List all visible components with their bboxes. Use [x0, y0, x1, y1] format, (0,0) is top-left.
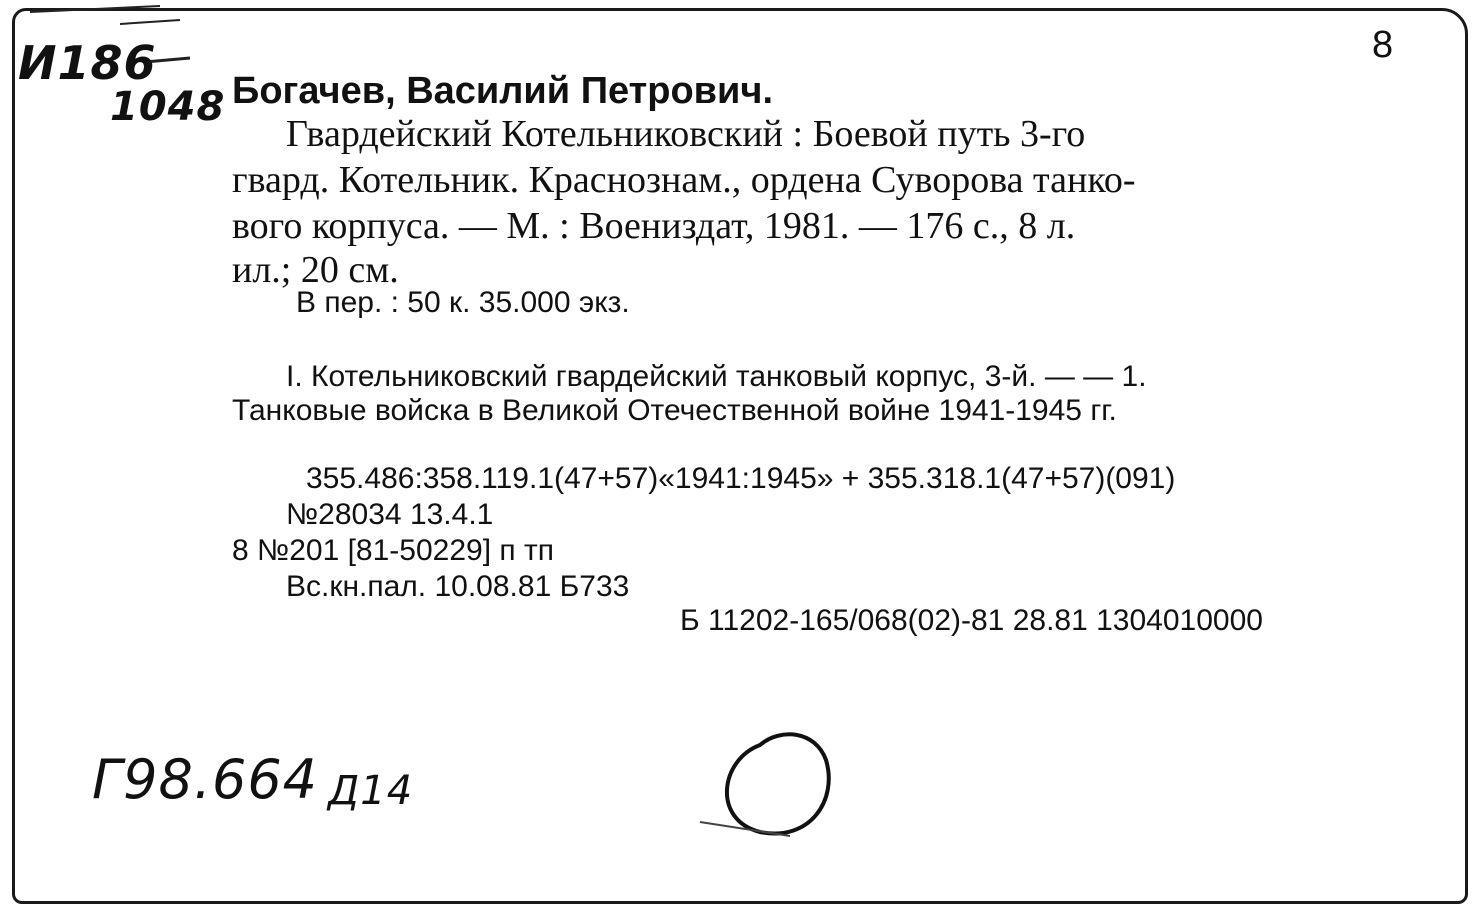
description-line-2: гвард. Котельник. Краснознам., ордена Суворова танко- — [232, 159, 1136, 201]
description-line-4: ил.; 20 см. — [232, 249, 399, 291]
description-line-1: Гвардейский Котельниковский : Боевой путь 3-го — [286, 113, 1086, 155]
shelf-mark: Г98.664 — [92, 748, 319, 811]
pen-stroke-top-2 — [120, 20, 180, 24]
author-heading: Богачев, Василий Петрович. — [232, 70, 774, 112]
stamp-circle-mark — [727, 734, 829, 833]
shelf-mark-suffix: Д14 — [328, 768, 414, 814]
price-and-print-run: В пер. : 50 к. 35.000 экз. — [296, 286, 630, 319]
subject-line-1: I. Котельниковский гвардейский танковый корпус, 3-й. — — 1. — [286, 360, 1147, 393]
pen-stroke-top — [30, 6, 160, 12]
record-number: №28034 13.4.1 — [286, 498, 494, 531]
inventory-sub-number: 1048 — [110, 84, 226, 130]
card-number: 8 — [1372, 24, 1394, 66]
description-line-3: вого корпуса. — М. : Воениздат, 1981. — 176 с., 8 л. — [232, 205, 1076, 247]
inventory-number: И186 — [18, 36, 157, 90]
index-line: Б 11202-165/068(02)-81 28.81 1304010000 — [680, 604, 1263, 637]
order-line: 8 №201 [81-50229] п тп — [232, 534, 554, 567]
subject-line-2: Танковые войска в Великой Отечественной войне 1941-1945 гг. — [232, 394, 1117, 427]
udc-classification: 355.486:358.119.1(47+57)«1941:1945» + 355.318.1(47+57)(091) — [306, 462, 1176, 495]
book-chamber-line: Вс.кн.пал. 10.08.81 Б733 — [286, 570, 630, 603]
